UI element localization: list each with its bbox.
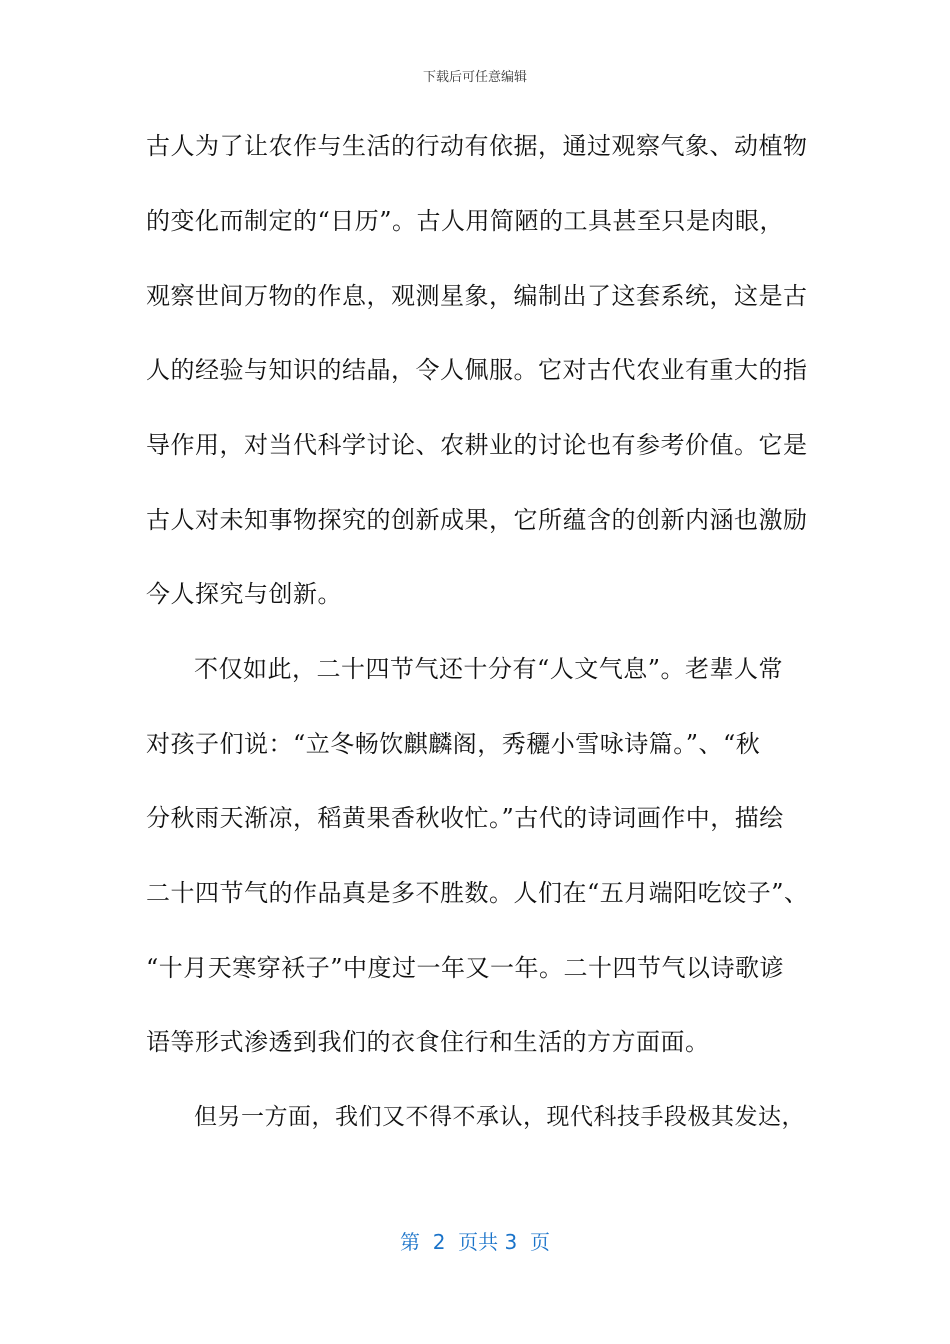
text-line: 但另一方面，我们又不得不承认，现代科技手段极其发达， xyxy=(194,1104,805,1130)
text-line: 古人对未知事物探究的创新成果，它所蕴含的创新内涵也激励 xyxy=(146,506,808,534)
page-number-footer: 第 2 页共 3 页 xyxy=(400,1230,550,1254)
text-line: 古人为了让农作与生活的行动有依据，通过观察气象、动植物 xyxy=(146,132,808,160)
text-line: 二十四节气的作品真是多不胜数。人们在“五月端阳吃饺子”、 xyxy=(146,879,809,907)
text-line: 不仅如此，二十四节气还十分有“人文气息”。老辈人常 xyxy=(194,655,784,683)
text-line: 观察世间万物的作息，观测星象，编制出了这套系统，这是古 xyxy=(146,282,808,310)
text-line: “十月天寒穿袄子”中度过一年又一年。二十四节气以诗歌谚 xyxy=(146,954,785,982)
text-line: 导作用，对当代科学讨论、农耕业的讨论也有参考价值。它是 xyxy=(146,431,808,459)
text-line: 人的经验与知识的结晶，令人佩服。它对古代农业有重大的指 xyxy=(146,356,808,384)
text-line: 的变化而制定的“日历”。古人用简陋的工具甚至只是肉眼， xyxy=(146,207,785,235)
page-header: 下载后可任意编辑 xyxy=(422,70,527,85)
text-line: 语等形式渗透到我们的衣食住行和生活的方方面面。 xyxy=(146,1028,710,1056)
text-line: 今人探究与创新。 xyxy=(146,580,342,608)
text-line: 分秋雨天渐凉，稻黄果香秋收忙。”古代的诗词画作中，描绘 xyxy=(146,804,784,832)
text-line: 对孩子们说：“立冬畅饮麒麟阁，秀穲小雪咏诗篇。”、“秋 xyxy=(146,730,761,758)
